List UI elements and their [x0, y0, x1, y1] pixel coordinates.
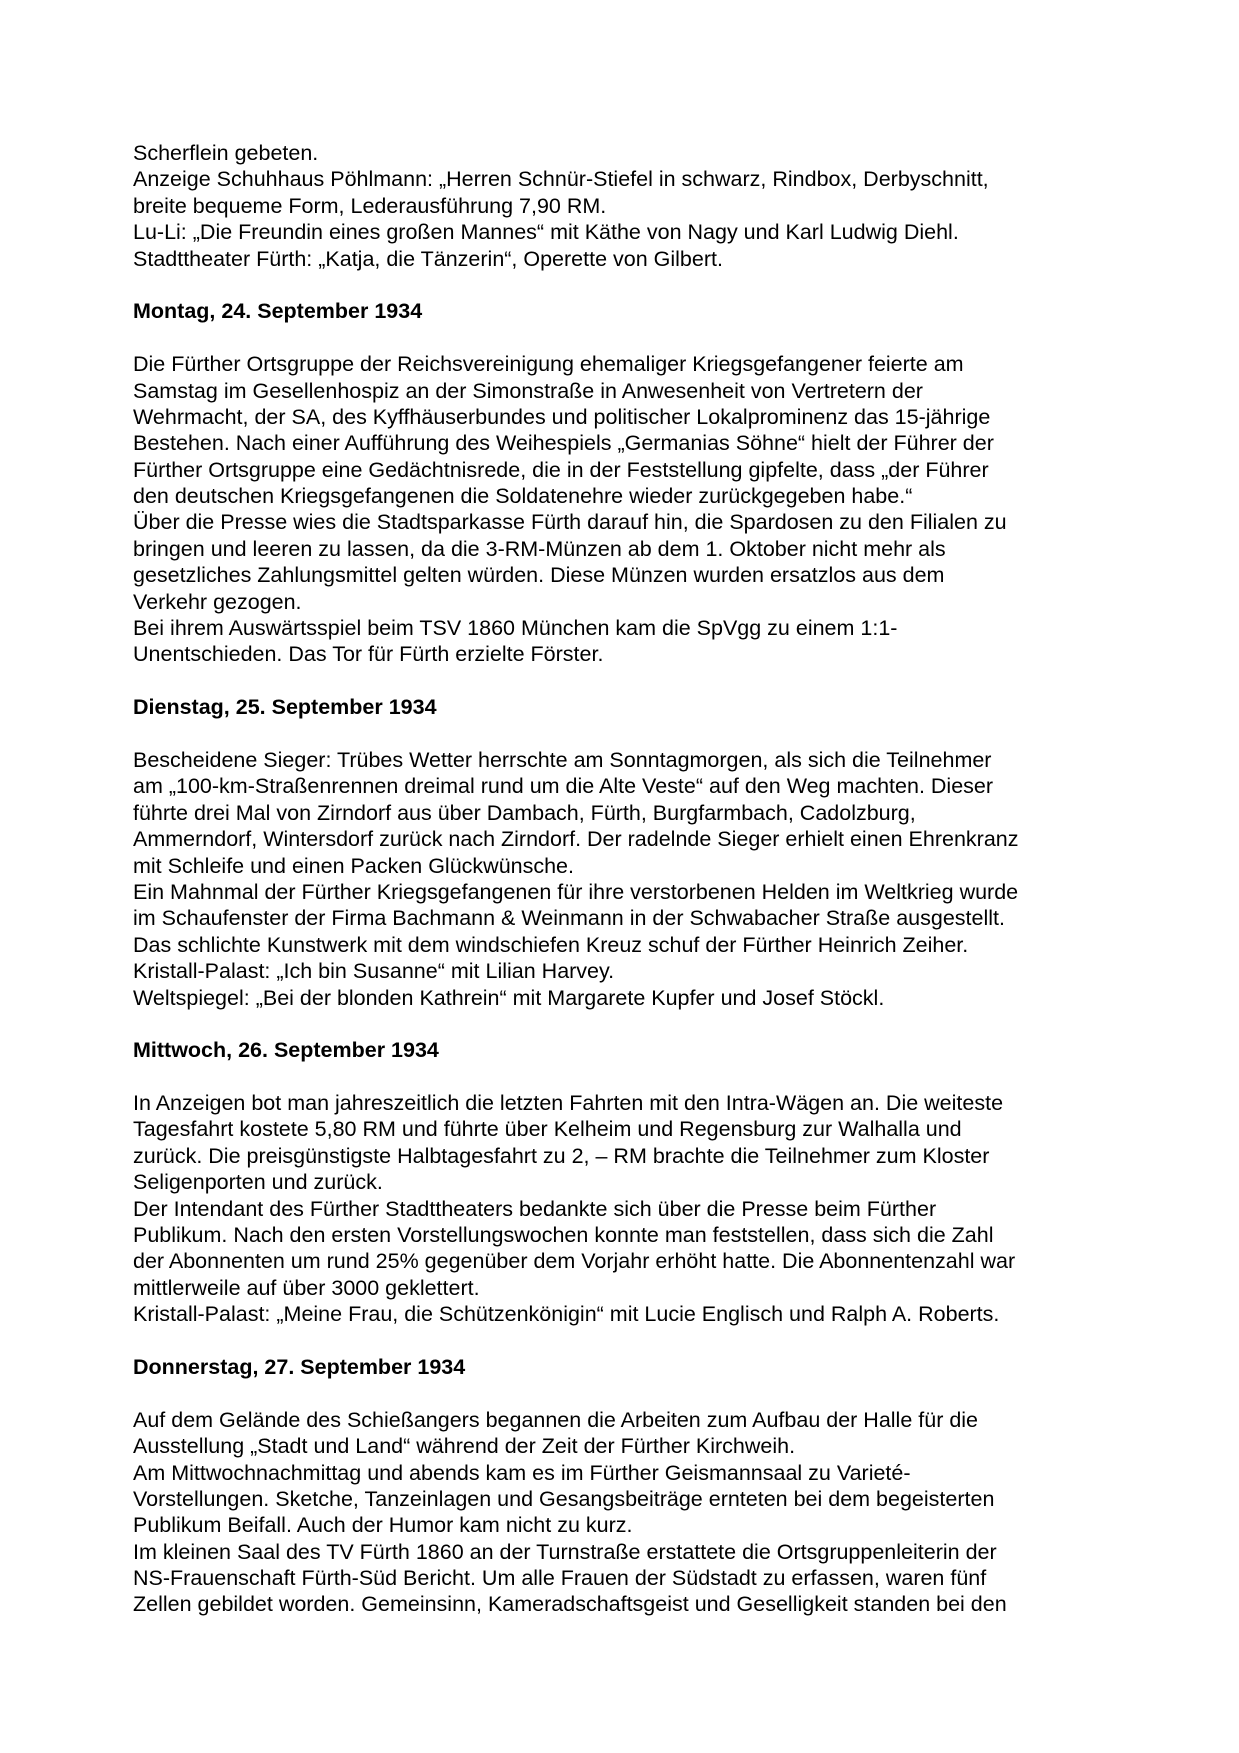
text-line: Der Intendant des Fürther Stadttheaters bedankte sich über die Presse beim Fürther — [133, 1196, 937, 1221]
text-line: mittlerweile auf über 3000 geklettert. — [133, 1275, 480, 1300]
text-line: Anzeige Schuhhaus Pöhlmann: „Herren Schnür-Stiefel in schwarz, Rindbox, Derbyschnitt, — [133, 167, 989, 192]
text-line: Fürther Ortsgruppe eine Gedächtnisrede, die in der Feststellung gipfelte, dass „der Führer — [133, 457, 989, 482]
text-line: Bei ihrem Auswärtsspiel beim TSV 1860 München kam die SpVgg zu einem 1:1- — [133, 616, 898, 641]
text-line: Ausstellung „Stadt und Land“ während der Zeit der Fürther Kirchweih. — [133, 1434, 796, 1459]
day-section — [133, 1037, 1133, 1327]
day-section — [133, 140, 1133, 272]
text-line: Wehrmacht, der SA, des Kyffhäuserbundes und politischer Lokalprominenz das 15-jährige — [133, 404, 991, 429]
text-line: Bestehen. Nach einer Aufführung des Weihespiels „Germanias Söhne“ hielt der Führer der — [133, 431, 994, 456]
day-heading: Dienstag, 25. September 1934 — [133, 695, 437, 720]
text-line: Ammerndorf, Wintersdorf zurück nach Zirndorf. Der radelnde Sieger erhielt einen Ehrenkranz — [133, 827, 1019, 852]
day-section — [133, 694, 1133, 1011]
text-line: der Abonnenten um rund 25% gegenüber dem Vorjahr erhöht hatte. Die Abonnentenzahl war — [133, 1249, 1016, 1274]
text-line: Verkehr gezogen. — [133, 589, 302, 614]
text-line: Publikum. Nach den ersten Vorstellungswochen konnte man feststellen, dass sich die Zahl — [133, 1223, 994, 1248]
text-line: Auf dem Gelände des Schießangers begannen die Arbeiten zum Aufbau der Halle für die — [133, 1407, 979, 1432]
text-line: Die Fürther Ortsgruppe der Reichsvereinigung ehemaliger Kriegsgefangener feierte am — [133, 352, 964, 377]
text-line: Kristall-Palast: „Meine Frau, die Schützenkönigin“ mit Lucie Englisch und Ralph A. Roberts. — [133, 1302, 1000, 1327]
text-line: Unentschieden. Das Tor für Fürth erzielte Förster. — [133, 642, 604, 667]
text-line: Kristall-Palast: „Ich bin Susanne“ mit Lilian Harvey. — [133, 959, 615, 984]
day-heading: Mittwoch, 26. September 1934 — [133, 1038, 439, 1063]
text-line: zurück. Die preisgünstigste Halbtagesfahrt zu 2, – RM brachte die Teilnehmer zum Kloster — [133, 1143, 990, 1168]
text-line: Tagesfahrt kostete 5,80 RM und führte über Kelheim und Regensburg zur Walhalla und — [133, 1117, 962, 1142]
text-line: Zellen gebildet worden. Gemeinsinn, Kameradschaftsgeist und Geselligkeit standen bei den — [133, 1592, 1007, 1617]
text-line: Bescheidene Sieger: Trübes Wetter herrschte am Sonntagmorgen, als sich die Teilnehmer — [133, 747, 992, 772]
day-heading: Donnerstag, 27. September 1934 — [133, 1354, 466, 1379]
day-heading: Montag, 24. September 1934 — [133, 299, 423, 324]
text-line: Im kleinen Saal des TV Fürth 1860 an der Turnstraße erstattete die Ortsgruppenleiterin der — [133, 1539, 997, 1564]
text-line: im Schaufenster der Firma Bachmann & Weinmann in der Schwabacher Straße ausgestellt. — [133, 906, 1005, 931]
day-section — [133, 1354, 1133, 1618]
text-line: NS-Frauenschaft Fürth-Süd Bericht. Um alle Frauen der Südstadt zu erfassen, waren fünf — [133, 1566, 987, 1591]
text-line: Am Mittwochnachmittag und abends kam es im Fürther Geismannsaal zu Varieté- — [133, 1460, 911, 1485]
text-line: Publikum Beifall. Auch der Humor kam nicht zu kurz. — [133, 1513, 633, 1538]
text-line: Ein Mahnmal der Fürther Kriegsgefangenen für ihre verstorbenen Helden im Weltkrieg wurde — [133, 879, 1019, 904]
document-content — [133, 140, 1133, 1618]
text-line: den deutschen Kriegsgefangenen die Soldatenehre wieder zurückgegeben habe.“ — [133, 484, 913, 509]
text-line: führte drei Mal von Zirndorf aus über Dambach, Fürth, Burgfarmbach, Cadolzburg, — [133, 800, 916, 825]
text-line: Scherflein gebeten. — [133, 141, 319, 165]
text-line: Vorstellungen. Sketche, Tanzeinlagen und Gesangsbeiträge ernteten bei dem begeisterten — [133, 1486, 995, 1511]
text-line: Das schlichte Kunstwerk mit dem windschiefen Kreuz schuf der Fürther Heinrich Zeiher. — [133, 932, 969, 957]
text-line: Weltspiegel: „Bei der blonden Kathrein“ mit Margarete Kupfer und Josef Stöckl. — [133, 985, 885, 1010]
text-line: bringen und leeren zu lassen, da die 3-RM-Münzen ab dem 1. Oktober nicht mehr als — [133, 536, 946, 561]
text-line: In Anzeigen bot man jahreszeitlich die letzten Fahrten mit den Intra-Wägen an. Die weiteste — [133, 1091, 1004, 1116]
text-line: Samstag im Gesellenhospiz an der Simonstraße in Anwesenheit von Vertretern der — [133, 378, 923, 403]
text-line: Lu-Li: „Die Freundin eines großen Mannes“ mit Käthe von Nagy und Karl Ludwig Diehl. — [133, 220, 959, 245]
text-line: breite bequeme Form, Lederausführung 7,90 RM. — [133, 193, 607, 218]
day-section — [133, 298, 1133, 667]
text-line: am „100-km-Straßenrennen dreimal rund um die Alte Veste“ auf den Weg machten. Dieser — [133, 774, 994, 799]
text-line: Seligenporten und zurück. — [133, 1170, 383, 1195]
text-line: gesetzliches Zahlungsmittel gelten würden. Diese Münzen wurden ersatzlos aus dem — [133, 563, 945, 588]
text-line: Über die Presse wies die Stadtsparkasse Fürth darauf hin, die Spardosen zu den Filialen zu — [133, 510, 1007, 535]
text-line: Stadttheater Fürth: „Katja, die Tänzerin“, Operette von Gilbert. — [133, 246, 723, 271]
text-line: mit Schleife und einen Packen Glückwünsche. — [133, 853, 574, 878]
